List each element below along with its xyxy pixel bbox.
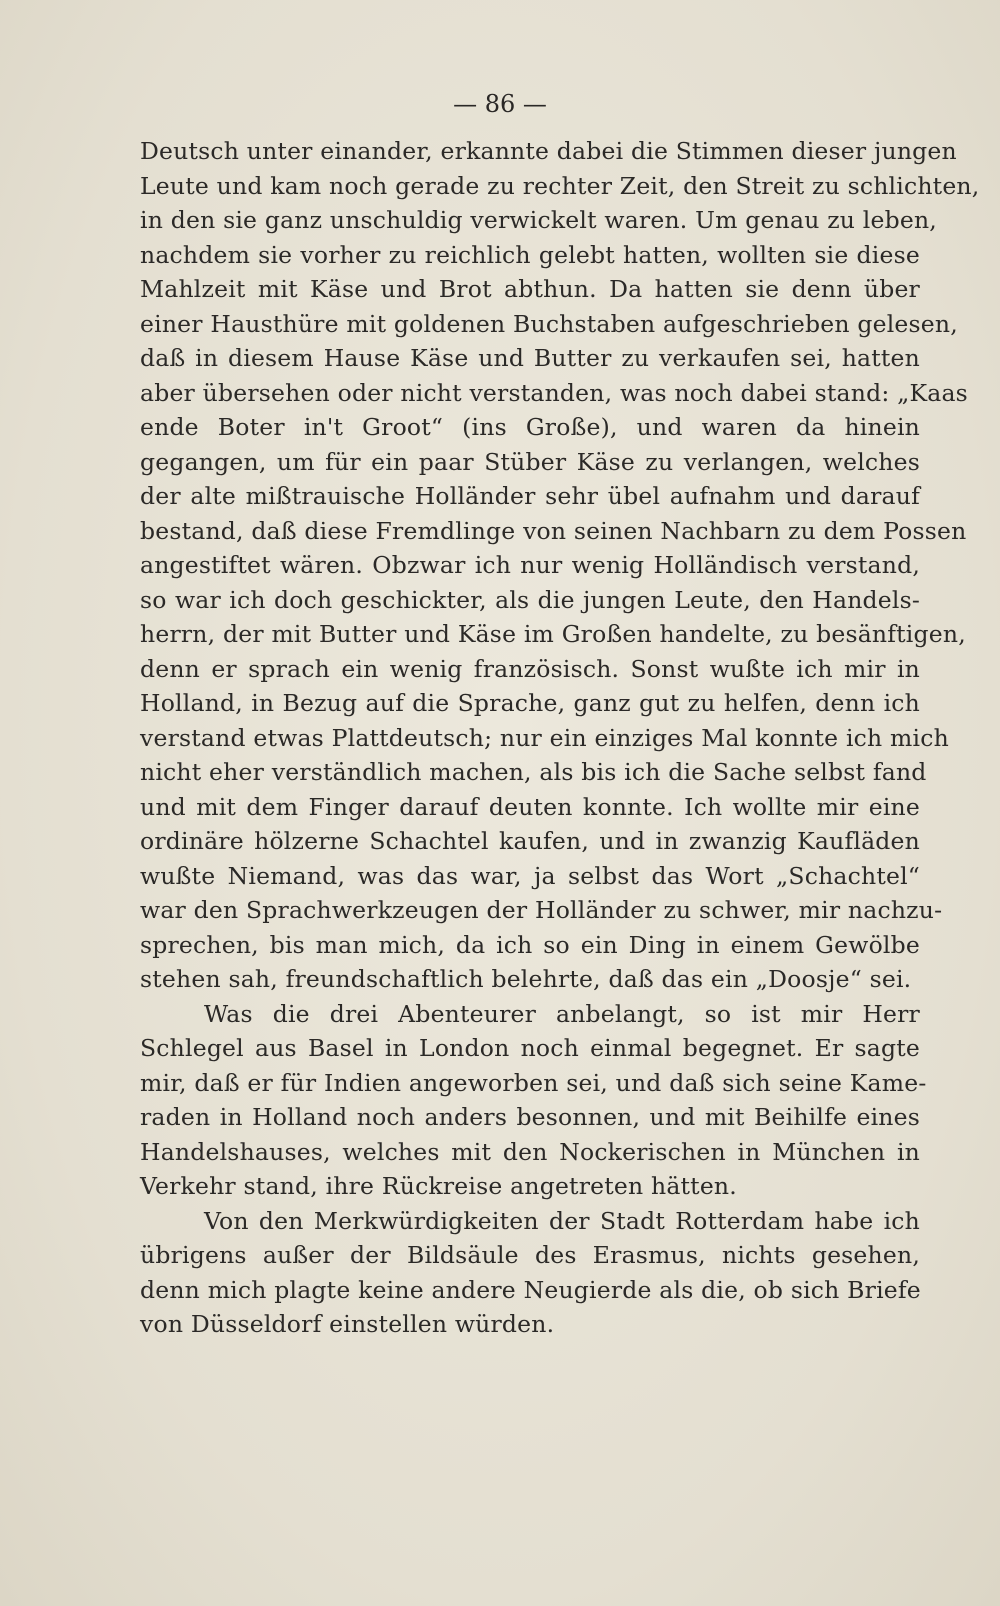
text-line: Leute und kam noch gerade zu rechter Zeit, den Streit zu schlichten, — [140, 171, 980, 200]
text-line: einer Hausthüre mit goldenen Buchstaben aufgeschrieben gelesen, — [140, 309, 958, 338]
text-line: raden in Holland noch anders besonnen, und mit Beihilfe eines — [140, 1103, 920, 1131]
text-line: sprechen, bis man mich, da ich so ein Ding in einem Gewölbe — [140, 930, 920, 959]
page-number: — 86 — — [453, 90, 547, 118]
text-line: Schlegel aus Basel in London noch einmal begegnet. Er sagte — [140, 1034, 920, 1062]
paragraph — [140, 1204, 920, 1342]
text-line: wußte Niemand, was das war, ja selbst das Wort „Schachtel“ — [140, 861, 920, 890]
text-line: Was die drei Abenteurer anbelangt, so ist mir Herr — [204, 999, 920, 1028]
text-line: bestand, daß diese Fremdlinge von seinen Nachbarn zu dem Possen — [140, 516, 967, 545]
text-line: nachdem sie vorher zu reichlich gelebt hatten, wollten sie diese — [140, 240, 920, 269]
text-line: angestiftet wären. Obzwar ich nur wenig Holländisch verstand, — [140, 551, 920, 579]
text-line: stehen sah, freundschaftlich belehrte, daß das ein „Doosje“ sei. — [140, 965, 912, 993]
text-line: in den sie ganz unschuldig verwickelt waren. Um genau zu leben, — [140, 206, 937, 234]
text-line: Mahlzeit mit Käse und Brot abthun. Da hatten sie denn über — [140, 275, 920, 303]
text-line: daß in diesem Hause Käse und Butter zu verkaufen sei, hatten — [140, 344, 920, 372]
text-line: war den Sprachwerkzeugen der Holländer zu schwer, mir nachzu- — [140, 896, 943, 924]
text-line: denn mich plagte keine andere Neugierde als die, ob sich Briefe — [140, 1275, 921, 1304]
body-text — [140, 134, 980, 1342]
text-line: nicht eher verständlich machen, als bis ich die Sache selbst fand — [140, 758, 927, 786]
paragraph — [140, 134, 980, 997]
text-line: Verkehr stand, ihre Rückreise angetreten hätten. — [140, 1172, 737, 1200]
text-line: mir, daß er für Indien angeworben sei, und daß sich seine Kame- — [140, 1068, 927, 1097]
text-line: aber übersehen oder nicht verstanden, was noch dabei stand: „Kaas — [140, 378, 968, 407]
text-line: Handelshauses, welches mit den Nockerischen in München in — [140, 1137, 920, 1166]
text-line: von Düsseldorf einstellen würden. — [140, 1310, 555, 1338]
text-line: und mit dem Finger darauf deuten konnte. Ich wollte mir eine — [140, 792, 920, 821]
text-line: übrigens außer der Bildsäule des Erasmus, nichts gesehen, — [140, 1241, 920, 1269]
text-line: gegangen, um für ein paar Stüber Käse zu verlangen, welches — [140, 447, 920, 476]
paragraph — [140, 997, 927, 1204]
text-line: der alte mißtrauische Holländer sehr übel aufnahm und darauf — [140, 482, 920, 510]
text-line: herrn, der mit Butter und Käse im Großen handelte, zu besänftigen, — [140, 620, 966, 648]
text-line: denn er sprach ein wenig französisch. Sonst wußte ich mir in — [140, 654, 920, 683]
text-line: ende Boter in't Groot“ (ins Große), und waren da hinein — [140, 413, 920, 441]
text-line: ordinäre hölzerne Schachtel kaufen, und in zwanzig Kaufläden — [140, 827, 920, 855]
text-line: Holland, in Bezug auf die Sprache, ganz gut zu helfen, denn ich — [140, 689, 920, 717]
text-line: Von den Merkwürdigkeiten der Stadt Rotterdam habe ich — [204, 1206, 920, 1235]
text-line: so war ich doch geschickter, als die jungen Leute, den Handels- — [140, 585, 920, 614]
text-line: verstand etwas Plattdeutsch; nur ein einziges Mal konnte ich mich — [140, 723, 949, 752]
text-line: Deutsch unter einander, erkannte dabei die Stimmen dieser jungen — [140, 137, 957, 165]
